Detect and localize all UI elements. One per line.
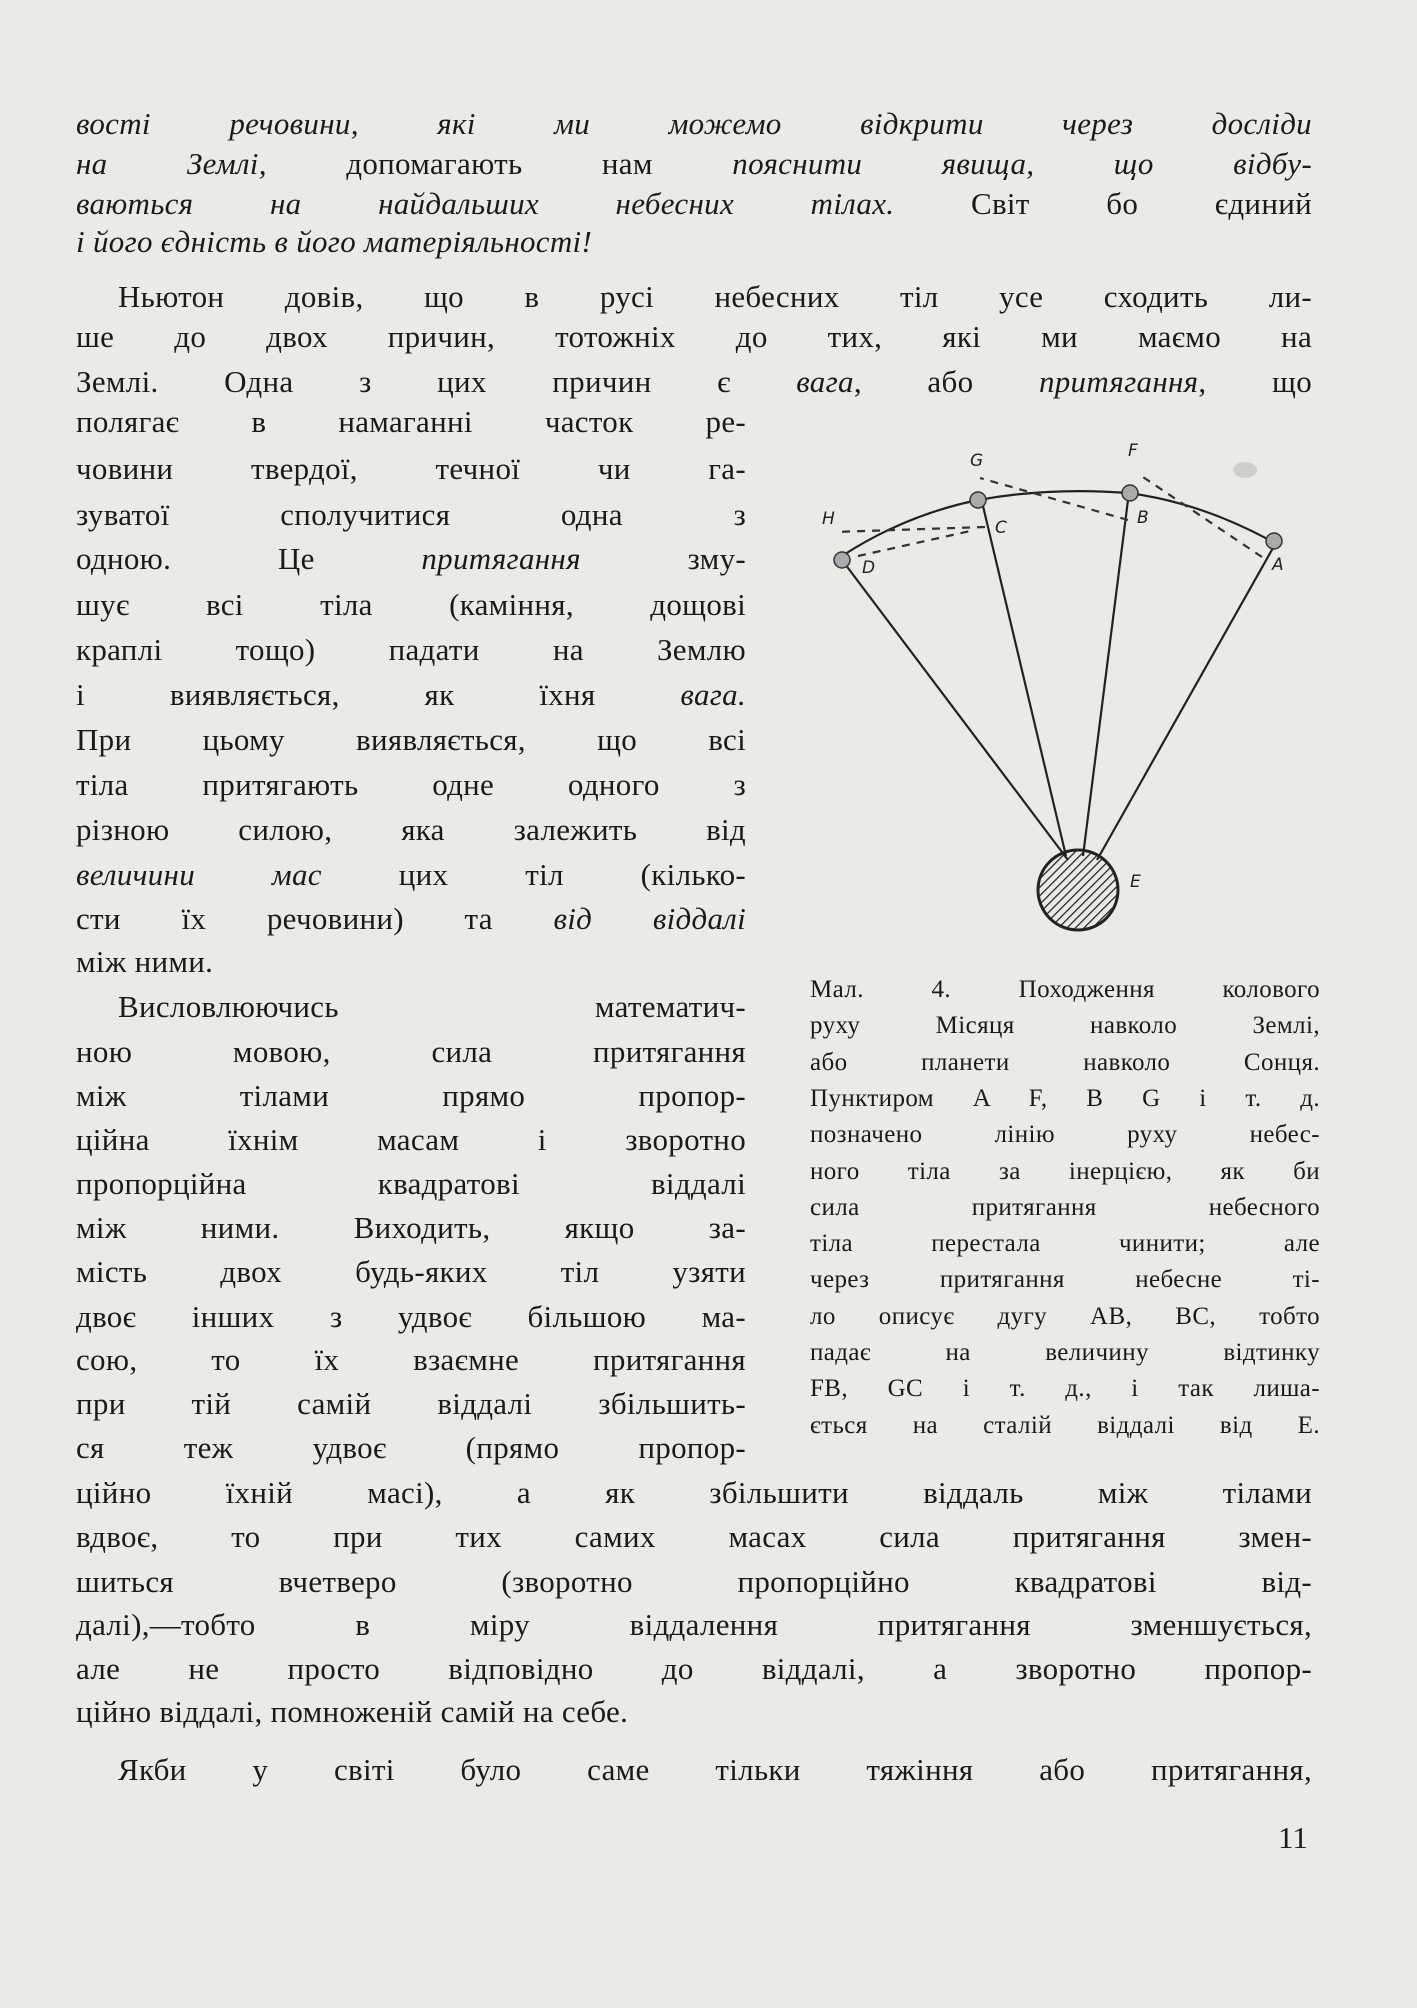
text: Світ бо єдиний <box>894 186 1312 221</box>
caption-line: або планети навколо Сонця. <box>810 1048 1320 1076</box>
inertia-line-bg <box>980 478 1128 520</box>
text: шує всі тіла (каміння, дощові <box>76 587 746 622</box>
label-d: D <box>862 558 876 578</box>
italic-text: величини мас <box>76 857 322 892</box>
text: цих тіл (кілько- <box>321 857 746 892</box>
text: При цьому виявляється, що всі <box>76 722 746 757</box>
inertia-line-af <box>1140 475 1262 557</box>
text: Якби у світі було саме тільки тяжіння або притягання, <box>118 1752 1312 1787</box>
italic-text: від віддалі <box>553 901 746 936</box>
text: шиться вчетверо (зворотно пропорційно квадратові від- <box>76 1564 1312 1599</box>
body-b <box>1122 485 1138 501</box>
label-h: H <box>822 509 835 529</box>
text: човини твердої, течної чи га- <box>76 451 746 486</box>
caption-line: FB, GC і т. д., і так лиша- <box>810 1375 1320 1403</box>
italic-text: притягання <box>421 541 581 576</box>
italic-text: вага <box>796 364 854 399</box>
text: , що <box>1198 364 1312 399</box>
text: Ньютон довів, що в русі небесних тіл усе сходить ли- <box>118 279 1312 314</box>
text: різною силою, яка залежить від <box>76 812 746 847</box>
text: пропорційна квадратові віддалі <box>76 1166 746 1201</box>
italic-text: на Землі, <box>76 146 267 181</box>
caption-line: тіла перестала чинити; але <box>810 1230 1320 1258</box>
body-a <box>1266 533 1282 549</box>
text: краплі тощо) падати на Землю <box>76 632 746 667</box>
text: допомагають нам <box>266 146 733 181</box>
text: ційна їхнім масам і зворотно <box>76 1122 746 1157</box>
page-number: 11 <box>1278 1820 1308 1855</box>
label-b: B <box>1137 508 1149 528</box>
label-c: C <box>995 518 1007 538</box>
text: сти їх речовини) та <box>76 901 554 936</box>
caption-line: через притягання небесне ті- <box>810 1266 1320 1294</box>
text: при тій самій віддалі збільшить- <box>76 1386 746 1421</box>
text: вдвоє, то при тих самих масах сила притягання змен- <box>76 1519 1312 1554</box>
caption-line: сила притягання небесного <box>810 1193 1320 1221</box>
text: мість двох будь-яких тіл узяти <box>76 1254 746 1289</box>
text: але не просто відповідно до віддалі, а зворотно пропор- <box>76 1651 1312 1686</box>
earth-body <box>1038 850 1118 930</box>
text: Землі. Одна з цих причин є <box>76 364 797 399</box>
text: одною. Це <box>76 541 422 576</box>
text: між ними. <box>76 944 214 979</box>
ink-stain <box>1233 462 1257 478</box>
text: між тілами прямо пропор- <box>76 1078 746 1113</box>
radius-line-b <box>1083 500 1128 856</box>
caption-line: Мал. 4. Походження колового <box>810 976 1320 1003</box>
text: ційно їхній масі), а як збільшити віддаль між тілами <box>76 1475 1312 1510</box>
label-e: E <box>1130 872 1141 892</box>
caption-line: ло описує дугу AB, BC, тобто <box>810 1302 1320 1330</box>
caption-line: ється на сталій віддалі від E. <box>810 1411 1320 1439</box>
text: далі),—тобто в міру віддалення притягання зменшується, <box>76 1607 1312 1642</box>
italic-text: вості речовини, які ми можемо відкрити через досліди <box>76 106 1312 141</box>
body-d <box>834 552 850 568</box>
text: , або <box>853 364 1039 399</box>
italic-text: притягання <box>1038 364 1199 399</box>
italic-text: і його єдність в його матеріяльності! <box>76 224 593 259</box>
text: ше до двох причин, тотожніх до тих, які ми маємо на <box>76 319 1312 354</box>
text: ся теж удвоє (прямо пропор- <box>76 1430 746 1465</box>
label-a: A <box>1272 555 1284 575</box>
inertia-line-ch <box>835 527 985 532</box>
radius-line-d <box>842 560 1068 860</box>
text: між ними. Виходить, якщо за- <box>76 1210 746 1245</box>
text: зму- <box>580 541 746 576</box>
italic-text: пояснити явища, що відбу- <box>732 146 1312 181</box>
text: сою, то їх взаємне притягання <box>76 1342 746 1377</box>
caption-line: позначено лінію руху небес- <box>810 1121 1320 1149</box>
text: Висловлюючись математич- <box>118 989 746 1024</box>
caption-line: ного тіла за інерцією, як би <box>810 1157 1320 1185</box>
text: ною мовою, сила притягання <box>76 1034 746 1069</box>
label-f: F <box>1128 441 1138 461</box>
italic-text: ваються на найдальших небесних тілах. <box>76 186 895 221</box>
text: полягає в намаганні часток ре- <box>76 404 746 439</box>
text: двоє інших з удвоє більшою ма- <box>76 1299 746 1334</box>
body-c <box>970 492 986 508</box>
label-g: G <box>970 451 984 471</box>
caption-line: Пунктиром A F, B G і т. д. <box>810 1084 1320 1112</box>
text: тіла притягають одне одного з <box>76 767 746 802</box>
text: зуватої сполучитися одна з <box>76 497 746 532</box>
text: ційно віддалі, помноженій самій на себе. <box>76 1694 629 1729</box>
caption-line: руху Місяця навколо Землі, <box>810 1012 1320 1040</box>
inertia-line-dc <box>858 530 975 556</box>
italic-text: вага. <box>680 677 746 712</box>
text: і виявляється, як їхня <box>76 677 681 712</box>
radius-line-a <box>1097 548 1273 860</box>
caption-line: падає на величину відтинку <box>810 1339 1320 1366</box>
